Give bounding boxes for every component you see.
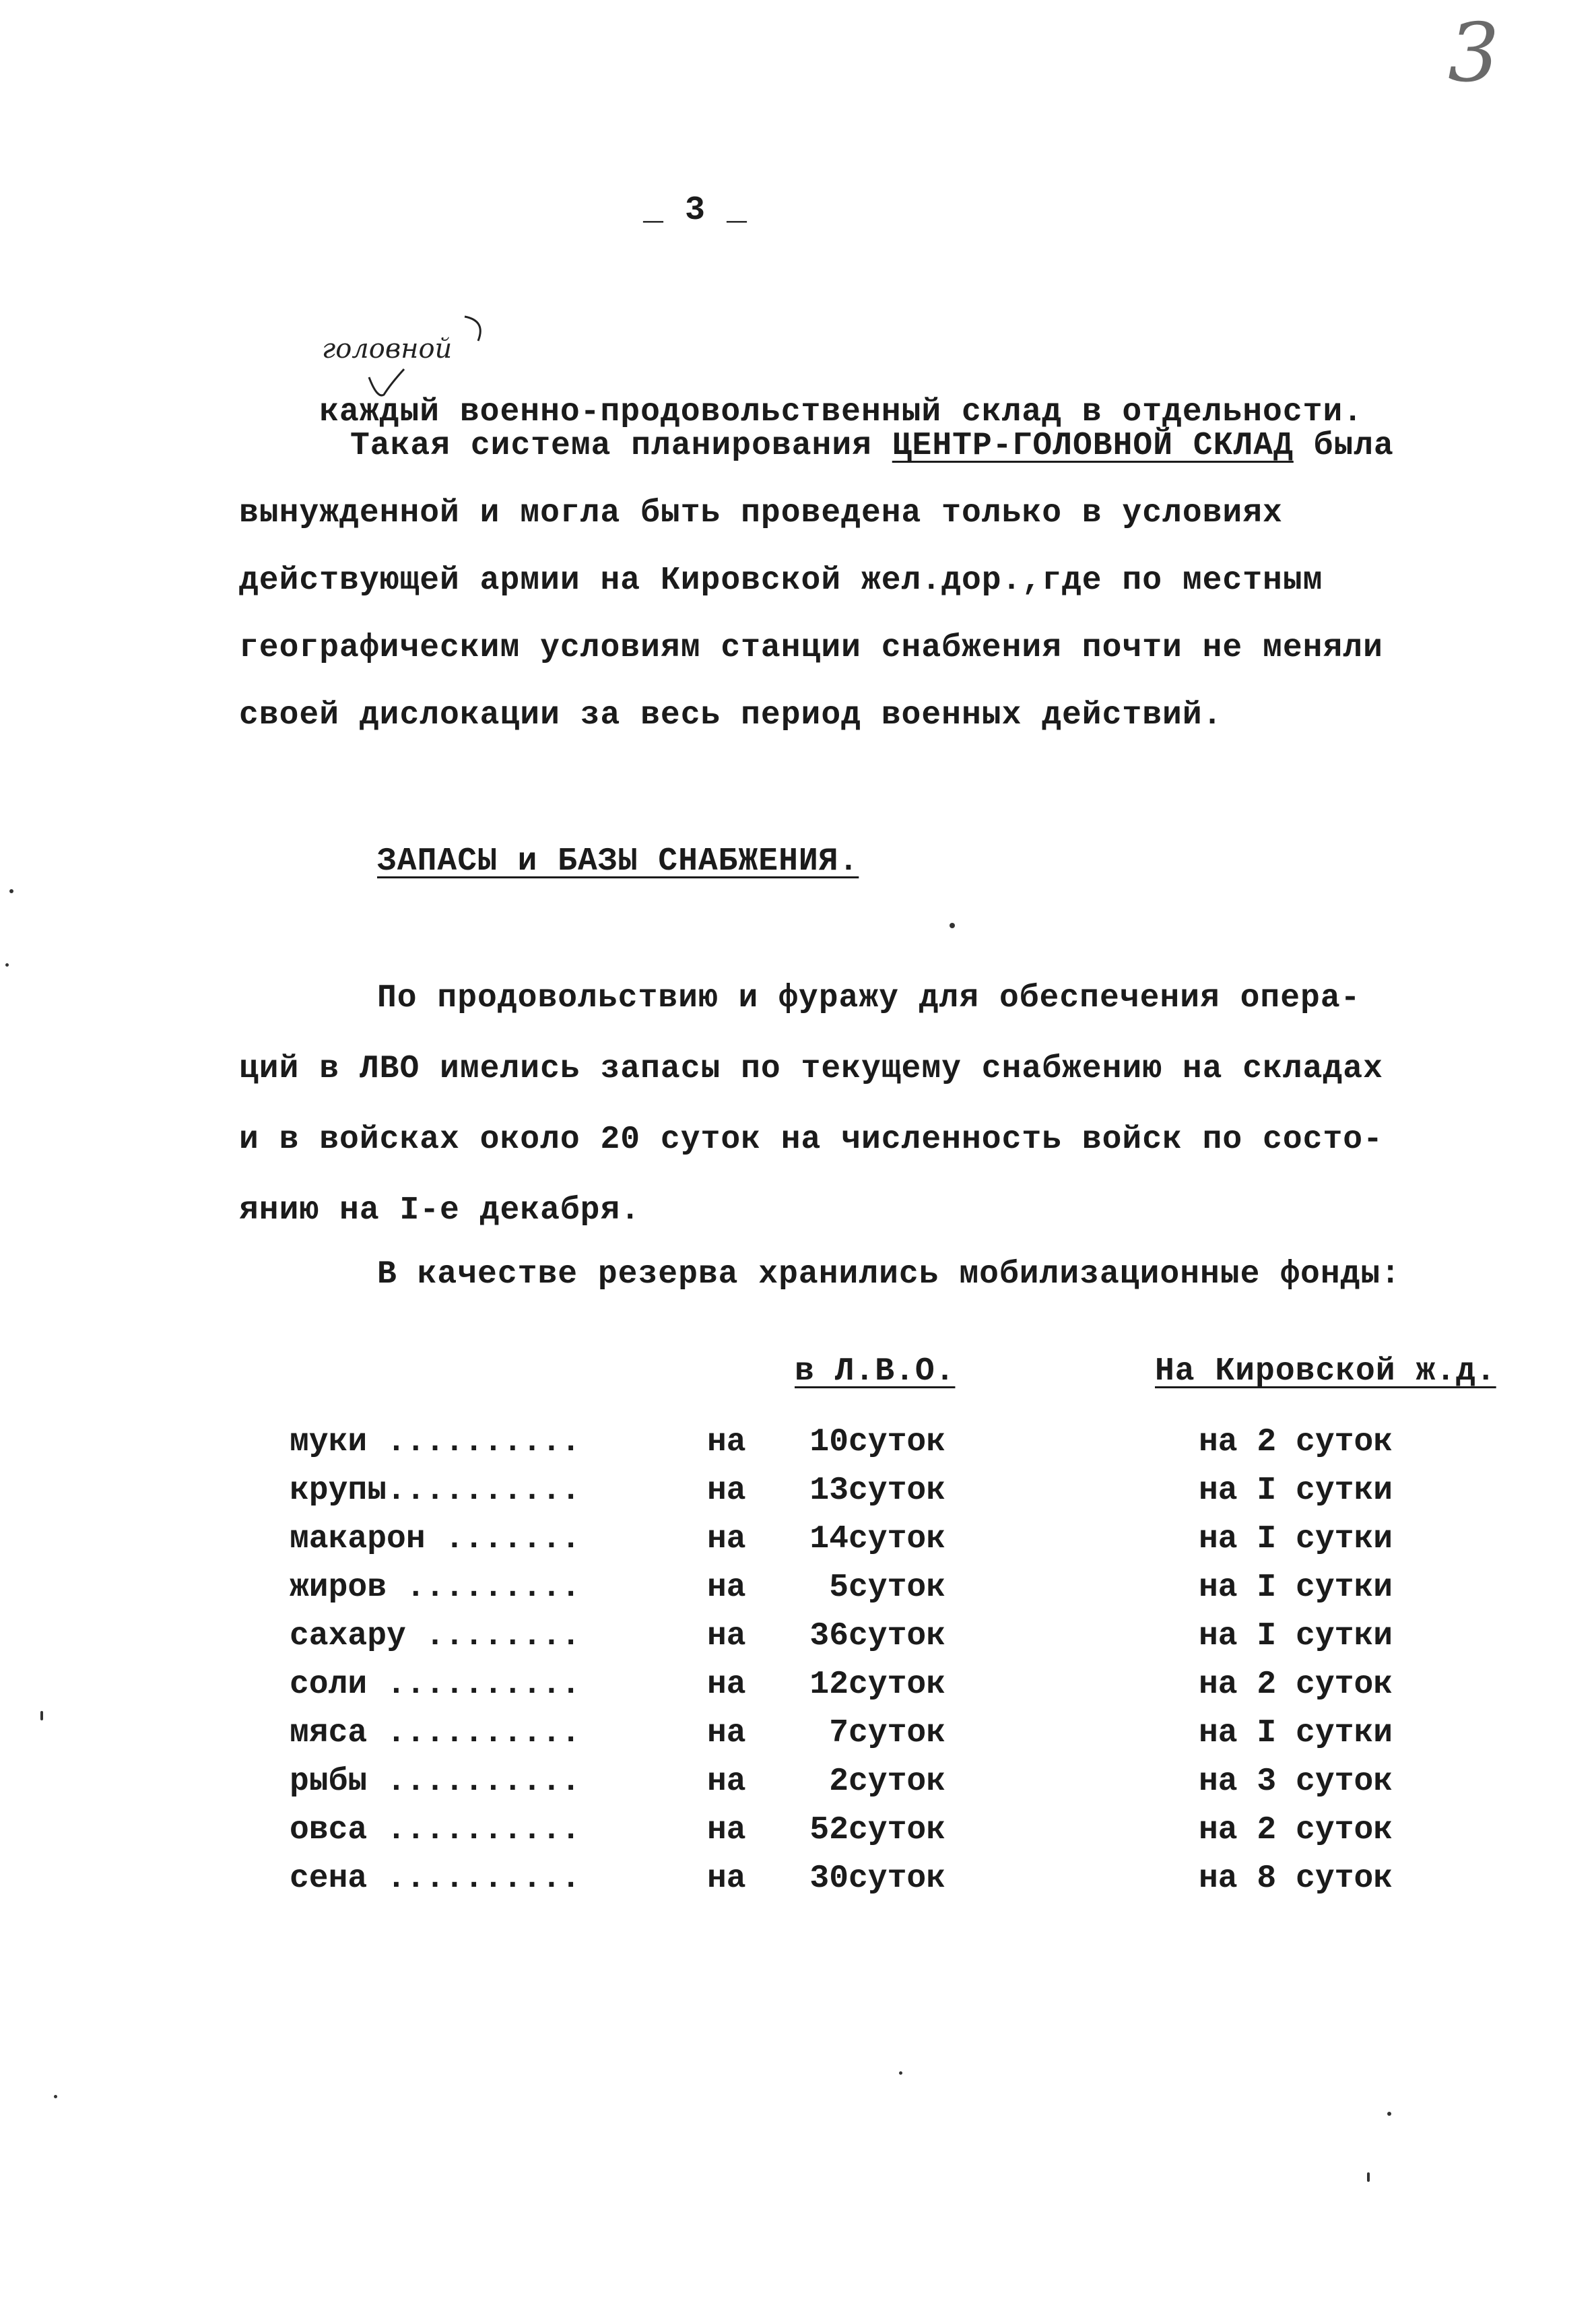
stock-lvo-unit: суток [849,1861,946,1897]
paragraph2-line1 [350,430,1394,462]
stock-lvo-unit: суток [849,1764,946,1800]
stock-lvo-unit: суток [849,1715,946,1751]
stock-lvo-unit: суток [849,1521,946,1557]
stock-kirov-days: на I сутки [1199,1715,1393,1751]
stock-lvo-unit: суток [849,1667,946,1703]
stock-kirov-days: на 2 суток [1199,1667,1393,1703]
stock-lvo-days: 14 [809,1521,849,1557]
stock-lvo-days: 2 [829,1764,849,1800]
paragraph3-line4: янию на I-е декабря. [239,1192,641,1229]
stock-lvo-days: 5 [829,1570,849,1606]
stock-lvo-prefix: на [707,1764,746,1800]
stock-row [290,1418,1508,1466]
stock-lvo-prefix: на [707,1812,746,1848]
handwritten-insert: головной [322,333,453,364]
stock-item-name: сахару ........ [290,1618,581,1654]
stock-item-name: макарон ....... [290,1521,581,1557]
stock-lvo-days: 12 [809,1667,849,1703]
stock-lvo-prefix: на [707,1715,746,1751]
stock-row [290,1757,1508,1806]
paragraph2-line2: вынужденной и могла быть проведена только в условиях [239,495,1283,531]
stock-item-name: сена .......... [290,1861,581,1897]
stock-item-name: соли .......... [290,1667,581,1703]
stock-row [290,1660,1508,1709]
paragraph3-line2: ций в ЛВО имелись запасы по текущему снабжению на складах [239,1051,1383,1087]
stock-item-name: крупы.......... [290,1473,581,1509]
stock-lvo-prefix: на [707,1667,746,1703]
stock-lvo-prefix: на [707,1521,746,1557]
paragraph2-line5: своей дислокации за весь период военных действий. [239,697,1223,734]
stock-item-name: жиров ......... [290,1570,581,1606]
stock-lvo-prefix: на [707,1861,746,1897]
scan-speck [899,2071,902,2075]
paragraph1-line1-start: каждый [319,394,440,430]
paragraph2-line1-start: Такая система планирования [350,428,892,464]
stock-lvo-days: 36 [809,1618,849,1654]
scan-speck [40,1711,43,1720]
scan-speck [54,2095,57,2098]
stock-row [290,1854,1508,1903]
stock-kirov-days: на 8 суток [1199,1861,1393,1897]
scan-speck [9,889,13,893]
paragraph2-line1-end: была [1293,428,1394,464]
stock-lvo-prefix: на [707,1618,746,1654]
stock-row [290,1563,1508,1612]
stock-lvo-prefix: на [707,1570,746,1606]
stocks-table-body [290,1418,1508,1903]
stock-kirov-days: на I сутки [1199,1618,1393,1654]
stock-lvo-unit: суток [849,1812,946,1848]
stock-kirov-days: на I сутки [1199,1473,1393,1509]
paragraph3-line1: По продовольствию и фуражу для обеспечения опера- [377,980,1361,1016]
corner-page-mark: 3 [1448,7,1500,100]
paragraph2-line4: географическим условиям станции снабжения почти не меняли [239,630,1383,666]
scan-speck [5,963,9,967]
stock-row [290,1709,1508,1757]
stock-kirov-days: на I сутки [1199,1570,1393,1606]
stock-lvo-days: 52 [809,1812,849,1848]
scan-speck [1387,2112,1391,2116]
stock-item-name: овса .......... [290,1812,581,1848]
paragraph2-line3: действующей армии на Кировской жел.дор.,где по местным [239,562,1323,599]
stock-kirov-days: на 2 суток [1199,1812,1393,1848]
paragraph4: В качестве резерва хранились мобилизационные фонды: [377,1256,1401,1293]
stock-item-name: мяса .......... [290,1715,581,1751]
stock-lvo-days: 13 [809,1473,849,1509]
stocks-table [290,1418,1508,1903]
insertion-hook-icon [458,311,492,352]
stock-item-name: рыбы .......... [290,1764,581,1800]
table-header-lvo: в Л.В.О. [795,1353,956,1390]
stock-lvo-unit: суток [849,1424,946,1460]
paragraph3-line3: и в войсках около 20 суток на численность войск по состо- [239,1122,1383,1158]
stock-lvo-unit: суток [849,1473,946,1509]
stock-lvo-prefix: на [707,1473,746,1509]
stock-lvo-prefix: на [707,1424,746,1460]
stock-kirov-days: на 3 суток [1199,1764,1393,1800]
stock-lvo-days: 7 [829,1715,849,1751]
stock-item-name: муки .......... [290,1424,581,1460]
paragraph1-line1-end: военно-продовольственный склад в отдельности. [459,394,1364,430]
stock-row [290,1466,1508,1515]
paragraph2-underlined-phrase: ЦЕНТР-ГОЛОВНОЙ СКЛАД [892,428,1294,464]
stock-row [290,1612,1508,1660]
scan-speck [950,923,955,928]
stock-lvo-days: 30 [809,1861,849,1897]
scan-speck [1367,2172,1370,2182]
stock-kirov-days: на 2 суток [1199,1424,1393,1460]
stock-lvo-unit: суток [849,1570,946,1606]
stock-lvo-unit: суток [849,1618,946,1654]
table-header-kirov: На Кировской ж.д. [1155,1353,1496,1390]
stock-lvo-days: 10 [809,1424,849,1460]
stock-row [290,1806,1508,1854]
section-heading: ЗАПАСЫ и БАЗЫ СНАБЖЕНИЯ. [377,843,859,880]
stock-row [290,1515,1508,1563]
stock-kirov-days: на I сутки [1199,1521,1393,1557]
page-number: _ 3 _ [643,191,748,230]
